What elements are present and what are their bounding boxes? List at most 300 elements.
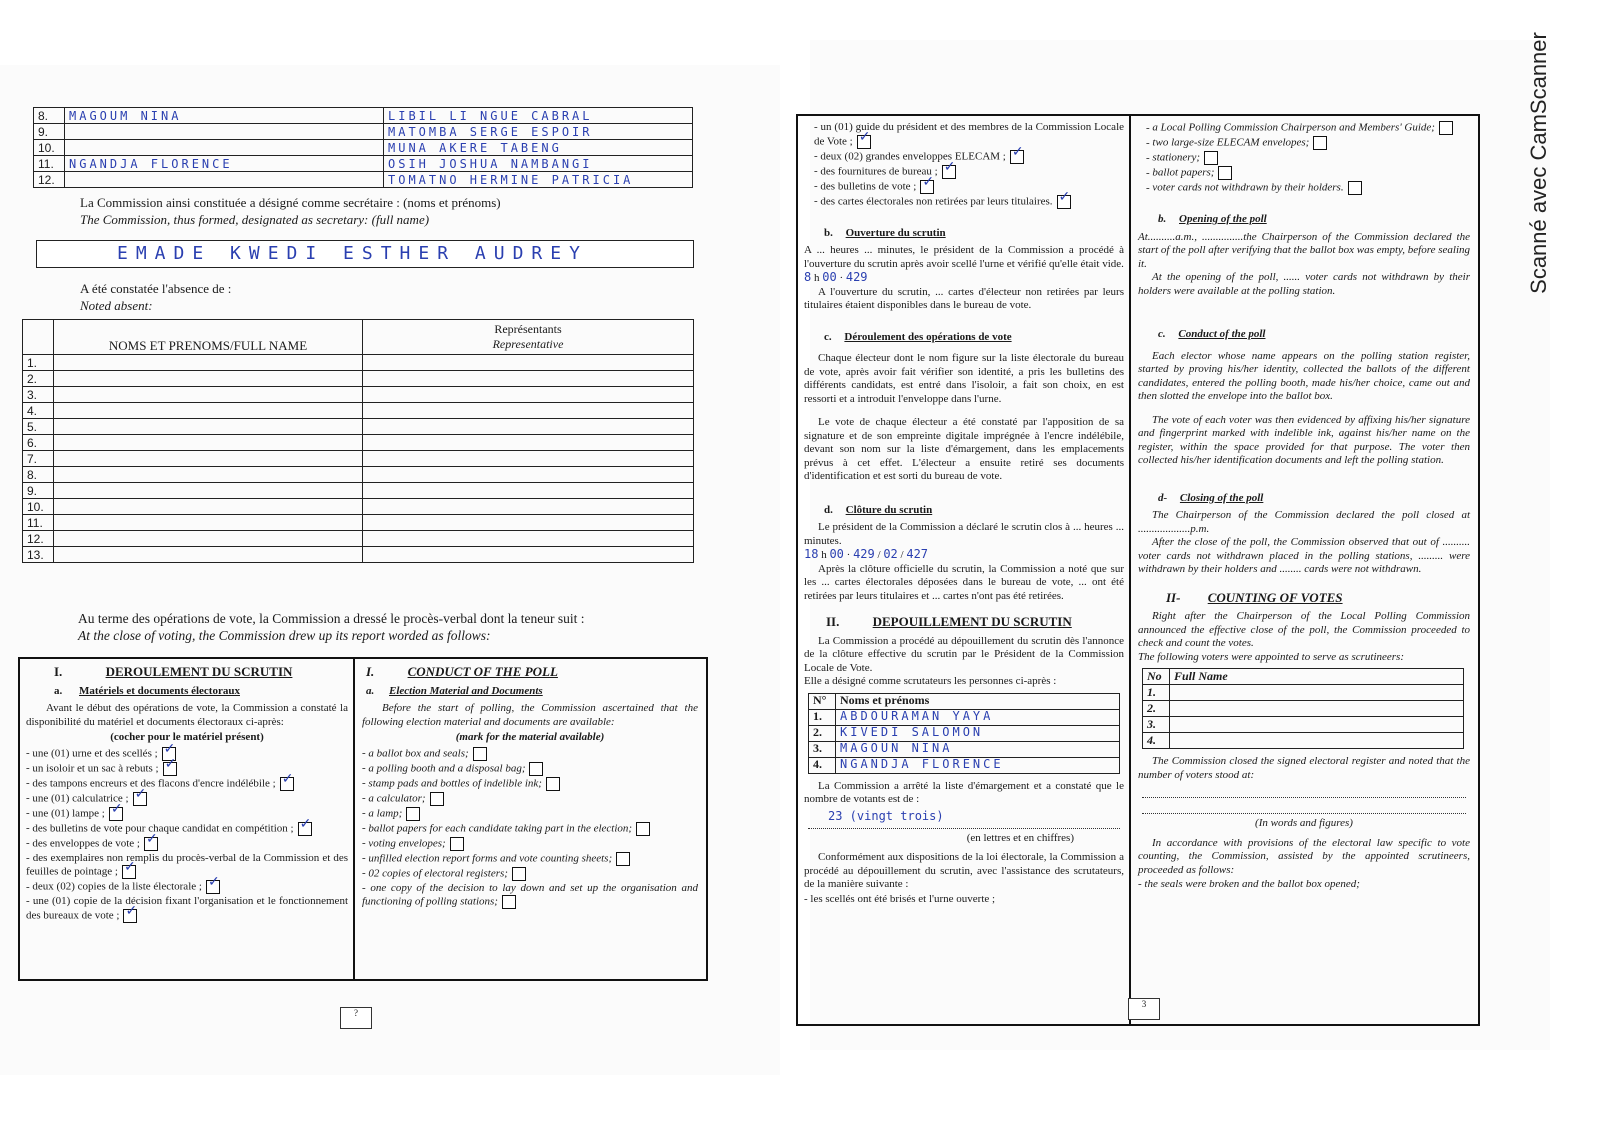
member-row <box>34 140 693 156</box>
scrutineer-number: 4. <box>1143 733 1170 749</box>
absent-row-number: 8. <box>23 467 54 483</box>
material-item-label: des bulletins de vote pour chaque candidat en compétition ; <box>32 822 294 835</box>
absent-row-number: 12. <box>23 531 54 547</box>
material-item <box>362 762 698 776</box>
fr-sub-a-title: Matériels et documents électoraux <box>79 684 240 697</box>
fr-sub-d-title: Clôture du scrutin <box>845 503 933 516</box>
fr-column <box>26 661 348 924</box>
material-item-label: ballot papers for each candidate taking part in the election; <box>368 822 633 835</box>
fr-sub-c <box>804 331 1124 345</box>
material-item-label: une (01) copie de la décision fixant l'organisation et le fonctionnement des bureaux de vote ; <box>26 895 349 922</box>
absent-row <box>23 371 694 387</box>
report-label-en: At the close of voting, the Commission drew up its report worded as follows: <box>78 628 491 643</box>
material-item-label: un (01) guide du président et des membres de la Commission Locale de Vote ; <box>814 121 1125 148</box>
absent-rep-cell[interactable] <box>363 499 694 515</box>
fr-sub-c-letter: c. <box>824 330 832 343</box>
en-sub-d <box>1138 492 1470 506</box>
material-checkbox[interactable] <box>122 865 136 879</box>
material-item-label: un isoloir et un sac à rebuts ; <box>32 762 159 775</box>
member-rep-cell[interactable]: MATOMBA SERGE ESPOIR <box>384 124 693 140</box>
absent-rep-cell[interactable] <box>363 371 694 387</box>
fr-subheading-a <box>26 685 348 699</box>
material-checkbox[interactable] <box>133 792 147 806</box>
en-sub-b-letter: b. <box>1158 213 1167 226</box>
material-item <box>1146 151 1470 165</box>
en-conduct-p2: The vote of each voter was then evidenced by affixing his/her signature and fingerprint marked with indelible ink, against his/her name on the register, within the space provided for that purpose. The voter then collected his/her identification documents and left the polling station. <box>1138 413 1470 467</box>
en-column <box>362 661 698 910</box>
material-item-label: a Local Polling Commission Chairperson and Members' Guide; <box>1152 121 1435 134</box>
material-checkbox[interactable] <box>298 822 312 836</box>
absent-rep-cell[interactable] <box>363 467 694 483</box>
absent-label-en: Noted absent: <box>80 298 153 313</box>
absent-row <box>23 467 694 483</box>
fr-closing-p1: Le président de la Commission a déclaré le scrutin clos à ... heures ... minutes. <box>804 521 1124 547</box>
en-conform-text: In accordance with provisions of the electoral law specific to vote counting, the Commission, assisted by the appointed scrutineers, proceeded as follows: <box>1138 836 1470 876</box>
fr-opening-text2: A l'ouverture du scrutin, ... cartes d'électeur non retirées par leurs titulaires étaient disponibles dans le bureau de vote. <box>804 285 1124 312</box>
en-sub-c <box>1138 328 1470 342</box>
fr-closing-hour: 18 <box>804 547 819 562</box>
absent-name-cell[interactable] <box>54 499 363 515</box>
fr-opening-min: 00 <box>822 270 837 285</box>
fr-mark-instruction: (cocher pour le matériel présent) <box>110 731 264 743</box>
material-item <box>814 195 1124 209</box>
material-checkbox[interactable] <box>1057 195 1071 209</box>
en-ii-title: COUNTING OF VOTES <box>1207 589 1343 605</box>
absent-row <box>23 451 694 467</box>
material-item-label: stationery; <box>1152 151 1201 164</box>
absent-rep-cell[interactable] <box>363 403 694 419</box>
absent-row-number: 9. <box>23 483 54 499</box>
absent-row <box>23 483 694 499</box>
material-item <box>26 822 348 836</box>
fr-sub-d <box>804 504 1124 518</box>
absent-row-number: 5. <box>23 419 54 435</box>
en-subheading-a <box>362 685 698 699</box>
scrutineer-name[interactable]: ABDOURAMAN YAYA <box>836 709 1120 725</box>
member-row-number: 8. <box>34 108 65 124</box>
fr-sub-b-letter: b. <box>824 226 833 239</box>
fr-scrut-name-header: Noms et prénoms <box>836 693 1120 709</box>
material-item-label: une (01) lampe ; <box>32 807 105 820</box>
fr-heading-num: I. <box>54 664 63 679</box>
absent-row <box>23 515 694 531</box>
absent-row-number: 13. <box>23 547 54 563</box>
scrutineer-name[interactable]: NGANDJA FLORENCE <box>836 757 1120 773</box>
absent-row <box>23 403 694 419</box>
fr-conduct-p1: Chaque électeur dont le nom figure sur la liste électorale du bureau de vote, après avoir fait vérifier son identité, a pris les bulletins des différents candidats, est entré dans l'isoloir, a fait son choix, en est ressorti et a introduit l'enveloppe dans l'urne. <box>804 352 1124 405</box>
material-item <box>814 121 1124 149</box>
material-item <box>362 777 698 791</box>
en-voters-field-1[interactable] <box>1142 785 1466 798</box>
scrutineer-number: 2. <box>809 725 836 741</box>
material-item-label: une (01) urne et des scellés ; <box>32 747 158 760</box>
material-item-label: a calculator; <box>368 792 426 805</box>
material-item <box>26 792 348 806</box>
fr-closing-deposited: 429 <box>853 547 875 562</box>
material-checkbox[interactable] <box>406 807 420 821</box>
material-item-label: a polling booth and a disposal bag; <box>368 762 526 775</box>
member-row <box>34 124 693 140</box>
fr-sub-a-letter: a. <box>54 684 63 697</box>
fr-counting-p1: La Commission a procédé au dépouillement du scrutin dès l'annonce de la clôture effective du scrutin par le Président de la Commission Locale de Vote. <box>804 634 1124 674</box>
absent-name-cell[interactable] <box>54 355 363 371</box>
material-checkbox[interactable] <box>920 180 934 194</box>
material-item-label: des exemplaires non remplis du procès-verbal de la Commission et des feuilles de pointage ; <box>26 851 349 878</box>
member-name-cell[interactable] <box>65 140 384 156</box>
material-item-label: 02 copies of electoral registers; <box>368 867 508 880</box>
material-item <box>26 747 348 761</box>
absent-row-number: 10. <box>23 499 54 515</box>
absent-rep-cell[interactable] <box>363 531 694 547</box>
material-item-label: unfilled election report forms and vote counting sheets; <box>368 852 613 865</box>
absent-name-cell[interactable] <box>54 451 363 467</box>
member-row-number: 10. <box>34 140 65 156</box>
absent-rep-cell[interactable] <box>363 435 694 451</box>
member-row-number: 9. <box>34 124 65 140</box>
scrutineer-number: 2. <box>1143 701 1170 717</box>
en-heading <box>362 665 698 679</box>
absent-name-header: NOMS ET PRENOMS/FULL NAME <box>54 320 363 355</box>
en-counting-list <box>1138 878 1470 892</box>
absent-rep-cell[interactable] <box>363 419 694 435</box>
absent-name-cell[interactable] <box>54 531 363 547</box>
fr-material-list <box>26 747 348 923</box>
material-checkbox[interactable] <box>857 135 871 149</box>
material-checkbox[interactable] <box>163 762 177 776</box>
fr-seals-item: - les scellés ont été brisés et l'urne ouverte ; <box>804 893 1124 907</box>
scrutineer-number: 3. <box>809 741 836 757</box>
en-ii-num: II- <box>1166 589 1181 605</box>
material-item-label: two large-size ELECAM envelopes; <box>1152 136 1310 149</box>
absent-rep-cell[interactable] <box>363 355 694 371</box>
member-row <box>34 108 693 124</box>
fr-voters-field[interactable] <box>808 810 1120 829</box>
member-row-number: 11. <box>34 156 65 172</box>
absent-row-number: 11. <box>23 515 54 531</box>
fr-heading-title: DEROULEMENT DU SCRUTIN <box>105 664 293 679</box>
member-rep-cell[interactable]: OSIH JOSHUA NAMBANGI <box>384 156 693 172</box>
material-item <box>362 747 698 761</box>
secretary-label-fr: La Commission ainsi constituée a désigné comme secrétaire : (noms et prénoms) <box>80 195 501 210</box>
material-item-label: voting envelopes; <box>368 837 446 850</box>
scrutineer-number: 4. <box>809 757 836 773</box>
material-item <box>26 777 348 791</box>
material-item <box>362 867 698 881</box>
fr-closing-min: 00 <box>829 547 844 562</box>
member-row <box>34 172 693 188</box>
material-item <box>26 880 348 894</box>
en-mark-instruction: (mark for the material available) <box>455 731 605 743</box>
material-item-label: des tampons encreurs et des flacons d'encre indélébile ; <box>32 777 276 790</box>
right-en-column <box>1138 120 1470 893</box>
right-section-box <box>796 114 1480 1026</box>
fr-opening-text: A ... heures ... minutes, le président de la Commission a procédé à l'ouverture du scrutin après avoir scellé l'urne et vérifié qu'elle était vide. <box>804 244 1124 270</box>
absent-row <box>23 419 694 435</box>
member-row-number: 12. <box>34 172 65 188</box>
absent-row <box>23 435 694 451</box>
scrutineer-row <box>1143 701 1464 717</box>
fr-ii-title: DEPOUILLEMENT DU SCRUTIN <box>872 614 1072 630</box>
absent-name-cell[interactable] <box>54 419 363 435</box>
material-checkbox[interactable] <box>942 165 956 179</box>
absent-row-number: 1. <box>23 355 54 371</box>
scrutineer-name-cell[interactable] <box>1170 701 1464 717</box>
right-en-material-list <box>1146 121 1470 195</box>
en-counting-p1: Right after the Chairperson of the Local Polling Commission announced the effective close of the poll, the Commission proceeded to check and count the votes. <box>1138 610 1470 650</box>
scrutineer-number: 1. <box>809 709 836 725</box>
absent-name-cell[interactable] <box>54 371 363 387</box>
en-closing-p2: After the close of the poll, the Commission observed that out of .......... voter cards not withdrawn placed in the polling stations, ......... were withdrawn by their holders and ........ cards were not withdrawn. <box>1138 536 1470 576</box>
absent-label-fr: A été constatée l'absence de : <box>80 281 232 296</box>
fr-ii-num: II. <box>826 614 840 630</box>
material-item <box>814 150 1124 164</box>
report-label-fr: Au terme des opérations de vote, la Commission a dressé le procès-verbal dont la teneur suit : <box>78 611 585 626</box>
absent-rep-cell[interactable] <box>363 515 694 531</box>
scrutineer-row <box>1143 717 1464 733</box>
material-checkbox[interactable] <box>1010 150 1024 164</box>
member-name-cell[interactable]: MAGOUM NINA <box>65 108 384 124</box>
material-item-label: des fournitures de bureau ; <box>820 165 938 178</box>
camscanner-watermark: Scanné avec CamScanner <box>1526 32 1552 294</box>
absent-name-cell[interactable] <box>54 483 363 499</box>
absent-row-number: 2. <box>23 371 54 387</box>
scrutineer-name-cell[interactable] <box>1170 733 1464 749</box>
fr-opening-hour: 8 <box>804 270 812 285</box>
scrutineer-row <box>809 757 1120 773</box>
right-page-number: 3 <box>1128 998 1160 1020</box>
scrutineer-row <box>809 725 1120 741</box>
conduct-divider <box>353 659 355 979</box>
scrutineer-name-cell[interactable] <box>1170 717 1464 733</box>
material-item-label: deux (02) grandes enveloppes ELECAM ; <box>820 150 1006 163</box>
fr-opening-cards: 429 <box>845 270 868 285</box>
en-sub-a-letter: a. <box>366 684 375 697</box>
material-item <box>26 852 348 880</box>
absent-name-cell[interactable] <box>54 467 363 483</box>
secretary-name: EMADE KWEDI ESTHER AUDREY <box>117 243 588 264</box>
absent-name-cell[interactable] <box>54 515 363 531</box>
fr-scrut-num-header: N° <box>809 693 836 709</box>
material-checkbox[interactable] <box>616 852 630 866</box>
right-page <box>804 40 1550 1050</box>
material-checkbox[interactable] <box>1204 151 1218 165</box>
material-item <box>362 882 698 910</box>
member-row <box>34 156 693 172</box>
fr-intro: Avant le début des opérations de vote, la Commission a constaté la disponibilité du matériel et documents électoraux ci-après: <box>26 702 348 728</box>
material-item-label: one copy of the decision to lay down and set up the organisation and functioning of polling stations; <box>362 881 698 908</box>
absent-name-cell[interactable] <box>54 403 363 419</box>
fr-voters-value: 23 (vingt trois) <box>828 808 944 823</box>
material-item-label: stamp pads and bottles of indelible ink; <box>368 777 542 790</box>
absent-row <box>23 547 694 563</box>
fr-counting-p2: Elle a désigné comme scrutateurs les personnes ci-après : <box>804 675 1057 688</box>
secretary-label-en: The Commission, thus formed, designated as secretary: (full name) <box>80 212 430 227</box>
material-item <box>814 180 1124 194</box>
en-intro: Before the start of polling, the Commission ascertained that the following election material and documents are available: <box>362 702 698 728</box>
right-fr-column <box>804 120 1124 907</box>
material-item <box>26 837 348 851</box>
absent-row-number: 6. <box>23 435 54 451</box>
en-heading-title: CONDUCT OF THE POLL <box>407 664 558 679</box>
member-name-cell[interactable]: NGANDJA FLORENCE <box>65 156 384 172</box>
fr-closing-fill: 18 h 00 · 429 / 02 / 427 <box>804 547 929 562</box>
fr-heading <box>26 665 348 679</box>
material-checkbox[interactable] <box>206 880 220 894</box>
fr-scrutineers-table <box>808 693 1120 774</box>
material-item-label: des enveloppes de vote ; <box>32 837 140 850</box>
fr-closing-withdrawn: 02 <box>883 547 898 562</box>
en-sub-d-letter: d- <box>1158 491 1168 504</box>
en-opening-text2: At the opening of the poll, ...... voter cards not withdrawn by their holders were available at the polling station. <box>1138 271 1470 297</box>
absent-row-number: 4. <box>23 403 54 419</box>
material-checkbox[interactable] <box>546 777 560 791</box>
material-item-label: une (01) calculatrice ; <box>32 792 129 805</box>
material-checkbox[interactable] <box>144 837 158 851</box>
en-scrut-num-header: No <box>1143 669 1170 685</box>
material-checkbox[interactable] <box>1348 181 1362 195</box>
material-item-label: a lamp; <box>368 807 403 820</box>
en-sub-d-title: Closing of the poll <box>1179 491 1264 504</box>
absent-row-number: 7. <box>23 451 54 467</box>
material-item <box>1146 121 1470 135</box>
material-checkbox[interactable] <box>1439 121 1453 135</box>
material-checkbox[interactable] <box>473 747 487 761</box>
en-scrut-name-header: Full Name <box>1170 669 1464 685</box>
material-item <box>1146 166 1470 180</box>
absent-name-cell[interactable] <box>54 387 363 403</box>
fr-counting-list <box>804 893 1124 907</box>
absent-name-cell[interactable] <box>54 435 363 451</box>
fr-voters-text: La Commission a arrêté la liste d'émargement et a constaté que le nombre de votants est de : <box>804 779 1124 806</box>
material-checkbox[interactable] <box>1218 166 1232 180</box>
absent-name-cell[interactable] <box>54 547 363 563</box>
fr-conform-text: Conformément aux dispositions de la loi électorale, la Commission a procédé au dépouillement du scrutin, avec l'assistance des scrutateurs, de la manière suivante : <box>804 851 1124 891</box>
left-page-number: ? <box>340 1007 372 1029</box>
member-name-cell[interactable] <box>65 124 384 140</box>
en-counting-p2: The following voters were appointed to serve as scrutineers: <box>1138 650 1405 663</box>
absent-row <box>23 499 694 515</box>
absent-row <box>23 355 694 371</box>
left-page <box>0 65 780 1075</box>
material-checkbox[interactable] <box>502 895 516 909</box>
material-checkbox[interactable] <box>280 777 294 791</box>
member-rep-cell[interactable]: MUNA AKERE TABENG <box>384 140 693 156</box>
en-sub-a-title: Election Material and Documents <box>389 684 543 697</box>
scrutineer-row <box>809 741 1120 757</box>
material-checkbox[interactable] <box>123 909 137 923</box>
material-checkbox[interactable] <box>636 822 650 836</box>
absent-rep-header-fr: Représentants <box>494 322 562 336</box>
material-item <box>814 165 1124 179</box>
fr-sub-c-title: Déroulement des opérations de vote <box>844 330 1012 343</box>
fr-conduct-p2: Le vote de chaque électeur a été constaté par l'apposition de sa signature et de son empreinte digitale imprégnée à l'encre indélébile, devant son nom sur la liste d'émargement, dans les emplacements prévus à cet effet. L'électeur a ensuite retiré ses documents d'identification et est sorti du bureau de vote. <box>804 416 1124 483</box>
member-name-cell[interactable] <box>65 172 384 188</box>
scrutineer-name[interactable]: MAGOUN NINA <box>836 741 1120 757</box>
absent-rep-cell[interactable] <box>363 451 694 467</box>
member-rep-cell[interactable]: TOMATNO HERMINE PATRICIA <box>384 172 693 188</box>
material-item <box>1146 181 1470 195</box>
en-material-list <box>362 747 698 910</box>
absent-rep-header <box>363 320 694 355</box>
fr-opening-fill: 8 h 00 · 429 <box>804 270 868 285</box>
material-item <box>362 792 698 806</box>
fr-sub-d-letter: d. <box>824 503 833 516</box>
fr-closing-not-withdrawn: 427 <box>906 547 929 562</box>
material-checkbox[interactable] <box>529 762 543 776</box>
scrutineer-number: 3. <box>1143 717 1170 733</box>
material-item <box>362 852 698 866</box>
absent-table <box>22 319 694 563</box>
secretary-name-field[interactable] <box>36 240 694 268</box>
fr-voters-note: (en lettres et en chiffres) <box>966 831 1074 844</box>
scrutineer-number: 1. <box>1143 685 1170 701</box>
material-checkbox[interactable] <box>109 807 123 821</box>
material-checkbox[interactable] <box>450 837 464 851</box>
material-item-label: ballot papers; <box>1152 166 1215 179</box>
en-heading-ii <box>1138 591 1470 605</box>
scrutineer-name-cell[interactable] <box>1170 685 1464 701</box>
absent-rep-cell[interactable] <box>363 547 694 563</box>
material-item <box>362 837 698 851</box>
material-item-label: des bulletins de vote ; <box>820 180 917 193</box>
en-seals-item: - the seals were broken and the ballot box opened; <box>1138 878 1470 892</box>
material-checkbox[interactable] <box>430 792 444 806</box>
en-sub-c-title: Conduct of the poll <box>1178 328 1266 341</box>
material-item <box>362 807 698 821</box>
absent-row-number: 3. <box>23 387 54 403</box>
material-item <box>1146 136 1470 150</box>
scrutineer-row <box>1143 685 1464 701</box>
fr-heading-ii <box>804 615 1124 629</box>
en-heading-num: I. <box>366 664 375 679</box>
absent-row <box>23 531 694 547</box>
fr-sub-b-title: Ouverture du scrutin <box>845 226 946 239</box>
conduct-section-box <box>18 657 708 981</box>
en-closing-p1: The Chairperson of the Commission declared the poll closed at ...................p.m. <box>1138 509 1470 535</box>
member-rep-cell[interactable]: LIBIL LI NGUE CABRAL <box>384 108 693 124</box>
en-voters-field-2[interactable] <box>1142 801 1466 814</box>
en-opening-text: At..........a.m., ...............the Chairperson of the Commission declared the start of the poll after verifying that the ballot box was empty, before sealing it. <box>1138 230 1470 270</box>
en-sub-c-letter: c. <box>1158 328 1166 341</box>
absent-rep-cell[interactable] <box>363 387 694 403</box>
fr-closing-p2: Après la clôture officielle du scrutin, la Commission a noté que sur les ... cartes électorales déposées dans le bureau de vote, ... ont été retirées par leurs titulaires et ... cartes n'ont pas été retirées. <box>804 562 1124 602</box>
en-sub-b-title: Opening of the poll <box>1179 213 1267 226</box>
absent-num-header <box>23 320 54 355</box>
en-voters-note: (In words and figures) <box>1255 817 1353 830</box>
right-divider <box>1129 116 1131 1024</box>
en-voters-text: The Commission closed the signed electoral register and noted that the number of voters stood at: <box>1138 755 1470 781</box>
scrutineer-row <box>809 709 1120 725</box>
absent-row <box>23 387 694 403</box>
material-item <box>26 762 348 776</box>
material-item <box>26 895 348 923</box>
scrutineer-name[interactable]: KIVEDI SALOMON <box>836 725 1120 741</box>
members-table <box>33 107 693 188</box>
absent-rep-cell[interactable] <box>363 483 694 499</box>
material-item-label: deux (02) copies de la liste électorale ; <box>32 880 202 893</box>
material-checkbox[interactable] <box>512 867 526 881</box>
material-item-label: voter cards not withdrawn by their holders. <box>1152 181 1344 194</box>
en-scrutineers-table <box>1142 668 1464 749</box>
material-item-label: des cartes électorales non retirées par leurs titulaires. <box>820 195 1053 208</box>
material-item <box>362 822 698 836</box>
material-item-label: a ballot box and seals; <box>368 747 469 760</box>
absent-rep-header-en: Representative <box>492 337 564 351</box>
scrutineer-row <box>1143 733 1464 749</box>
right-fr-material-list <box>814 121 1124 209</box>
material-checkbox[interactable] <box>1313 136 1327 150</box>
fr-sub-b <box>804 227 1124 241</box>
